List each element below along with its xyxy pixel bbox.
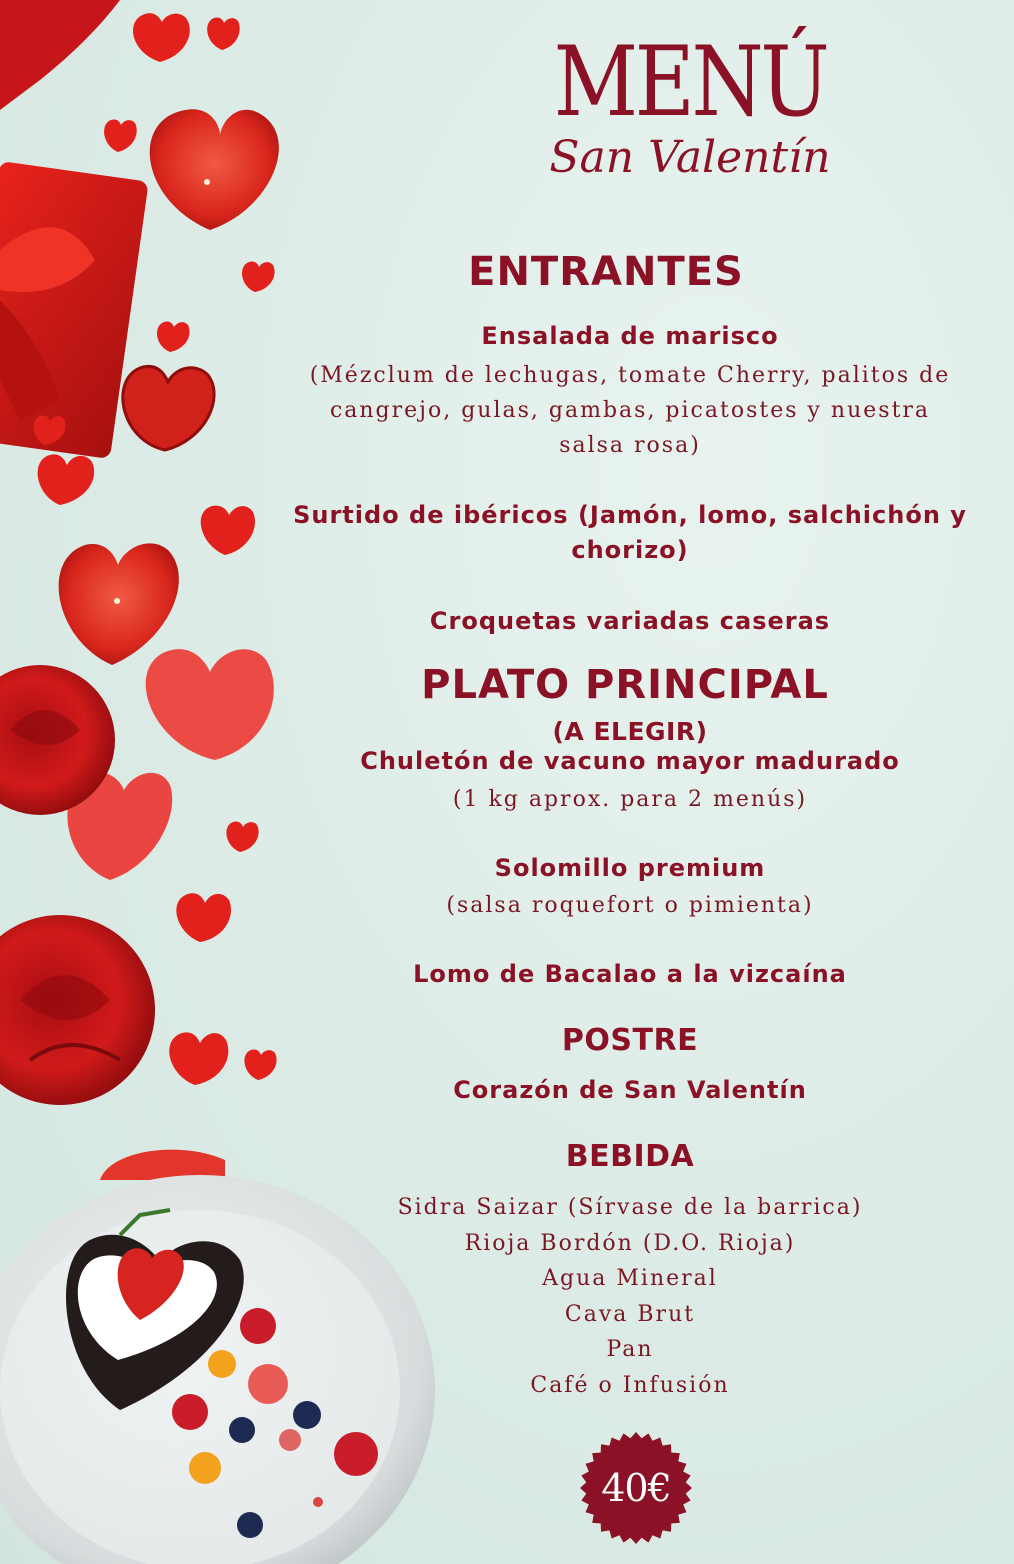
dish-ensalada-desc (290, 358, 970, 463)
postre-heading: POSTRE (561, 1023, 699, 1058)
dish-postre: Corazón de San Valentín (453, 1076, 807, 1104)
dish-solomillo: Solomillo premium (494, 854, 766, 882)
entrantes-heading: ENTRANTES (468, 249, 744, 295)
bebida-item: Pan (606, 1337, 654, 1362)
bebida-item: Sidra Saizar (Sírvase de la barrica) (397, 1195, 863, 1220)
dish-solomillo-desc: (salsa roquefort o pimienta) (446, 893, 814, 918)
bebida-item: Cava Brut (564, 1301, 696, 1327)
dish-line: chorizo) (571, 536, 689, 564)
rose-icon (0, 915, 155, 1105)
felt-heart-icon (146, 649, 274, 760)
bebida-item: Rioja Bordón (D.O. Rioja) (464, 1230, 796, 1256)
bebida-item: Café o Infusión (530, 1372, 730, 1398)
bebida-item: Agua Mineral (542, 1266, 718, 1291)
dish-ensalada: Ensalada de marisco (481, 322, 779, 350)
desc-line: (Mézclum de lechugas, tomate Cherry, palitos de (309, 363, 951, 388)
dish-line: Surtido de ibéricos (Jamón, lomo, salchichón y (293, 501, 967, 529)
price-label: 40€ (601, 1466, 671, 1510)
bebida-heading: BEBIDA (565, 1139, 695, 1174)
dish-bacalao: Lomo de Bacalao a la vizcaína (413, 960, 847, 988)
menu-title: MENÚ (553, 26, 827, 138)
heart-candy-icon (123, 366, 214, 450)
bebida-list (290, 1190, 970, 1403)
dish-chuleton: Chuletón de vacuno mayor madurado (360, 747, 900, 775)
menu-subtitle: San Valentín (549, 132, 831, 183)
heart-candle-icon (59, 543, 179, 665)
desc-line: salsa rosa) (559, 433, 701, 458)
heart-candle-icon (150, 109, 279, 230)
dish-surtido (290, 498, 970, 568)
dish-chuleton-desc: (1 kg aprox. para 2 menús) (452, 787, 808, 812)
dish-croquetas: Croquetas variadas caseras (429, 607, 831, 635)
principal-note: (A ELEGIR) (552, 717, 708, 746)
principal-heading: PLATO PRINCIPAL (421, 662, 829, 708)
top-gift-icon (0, 0, 120, 110)
desc-line: cangrejo, gulas, gambas, picatostes y nuestra (329, 398, 931, 423)
